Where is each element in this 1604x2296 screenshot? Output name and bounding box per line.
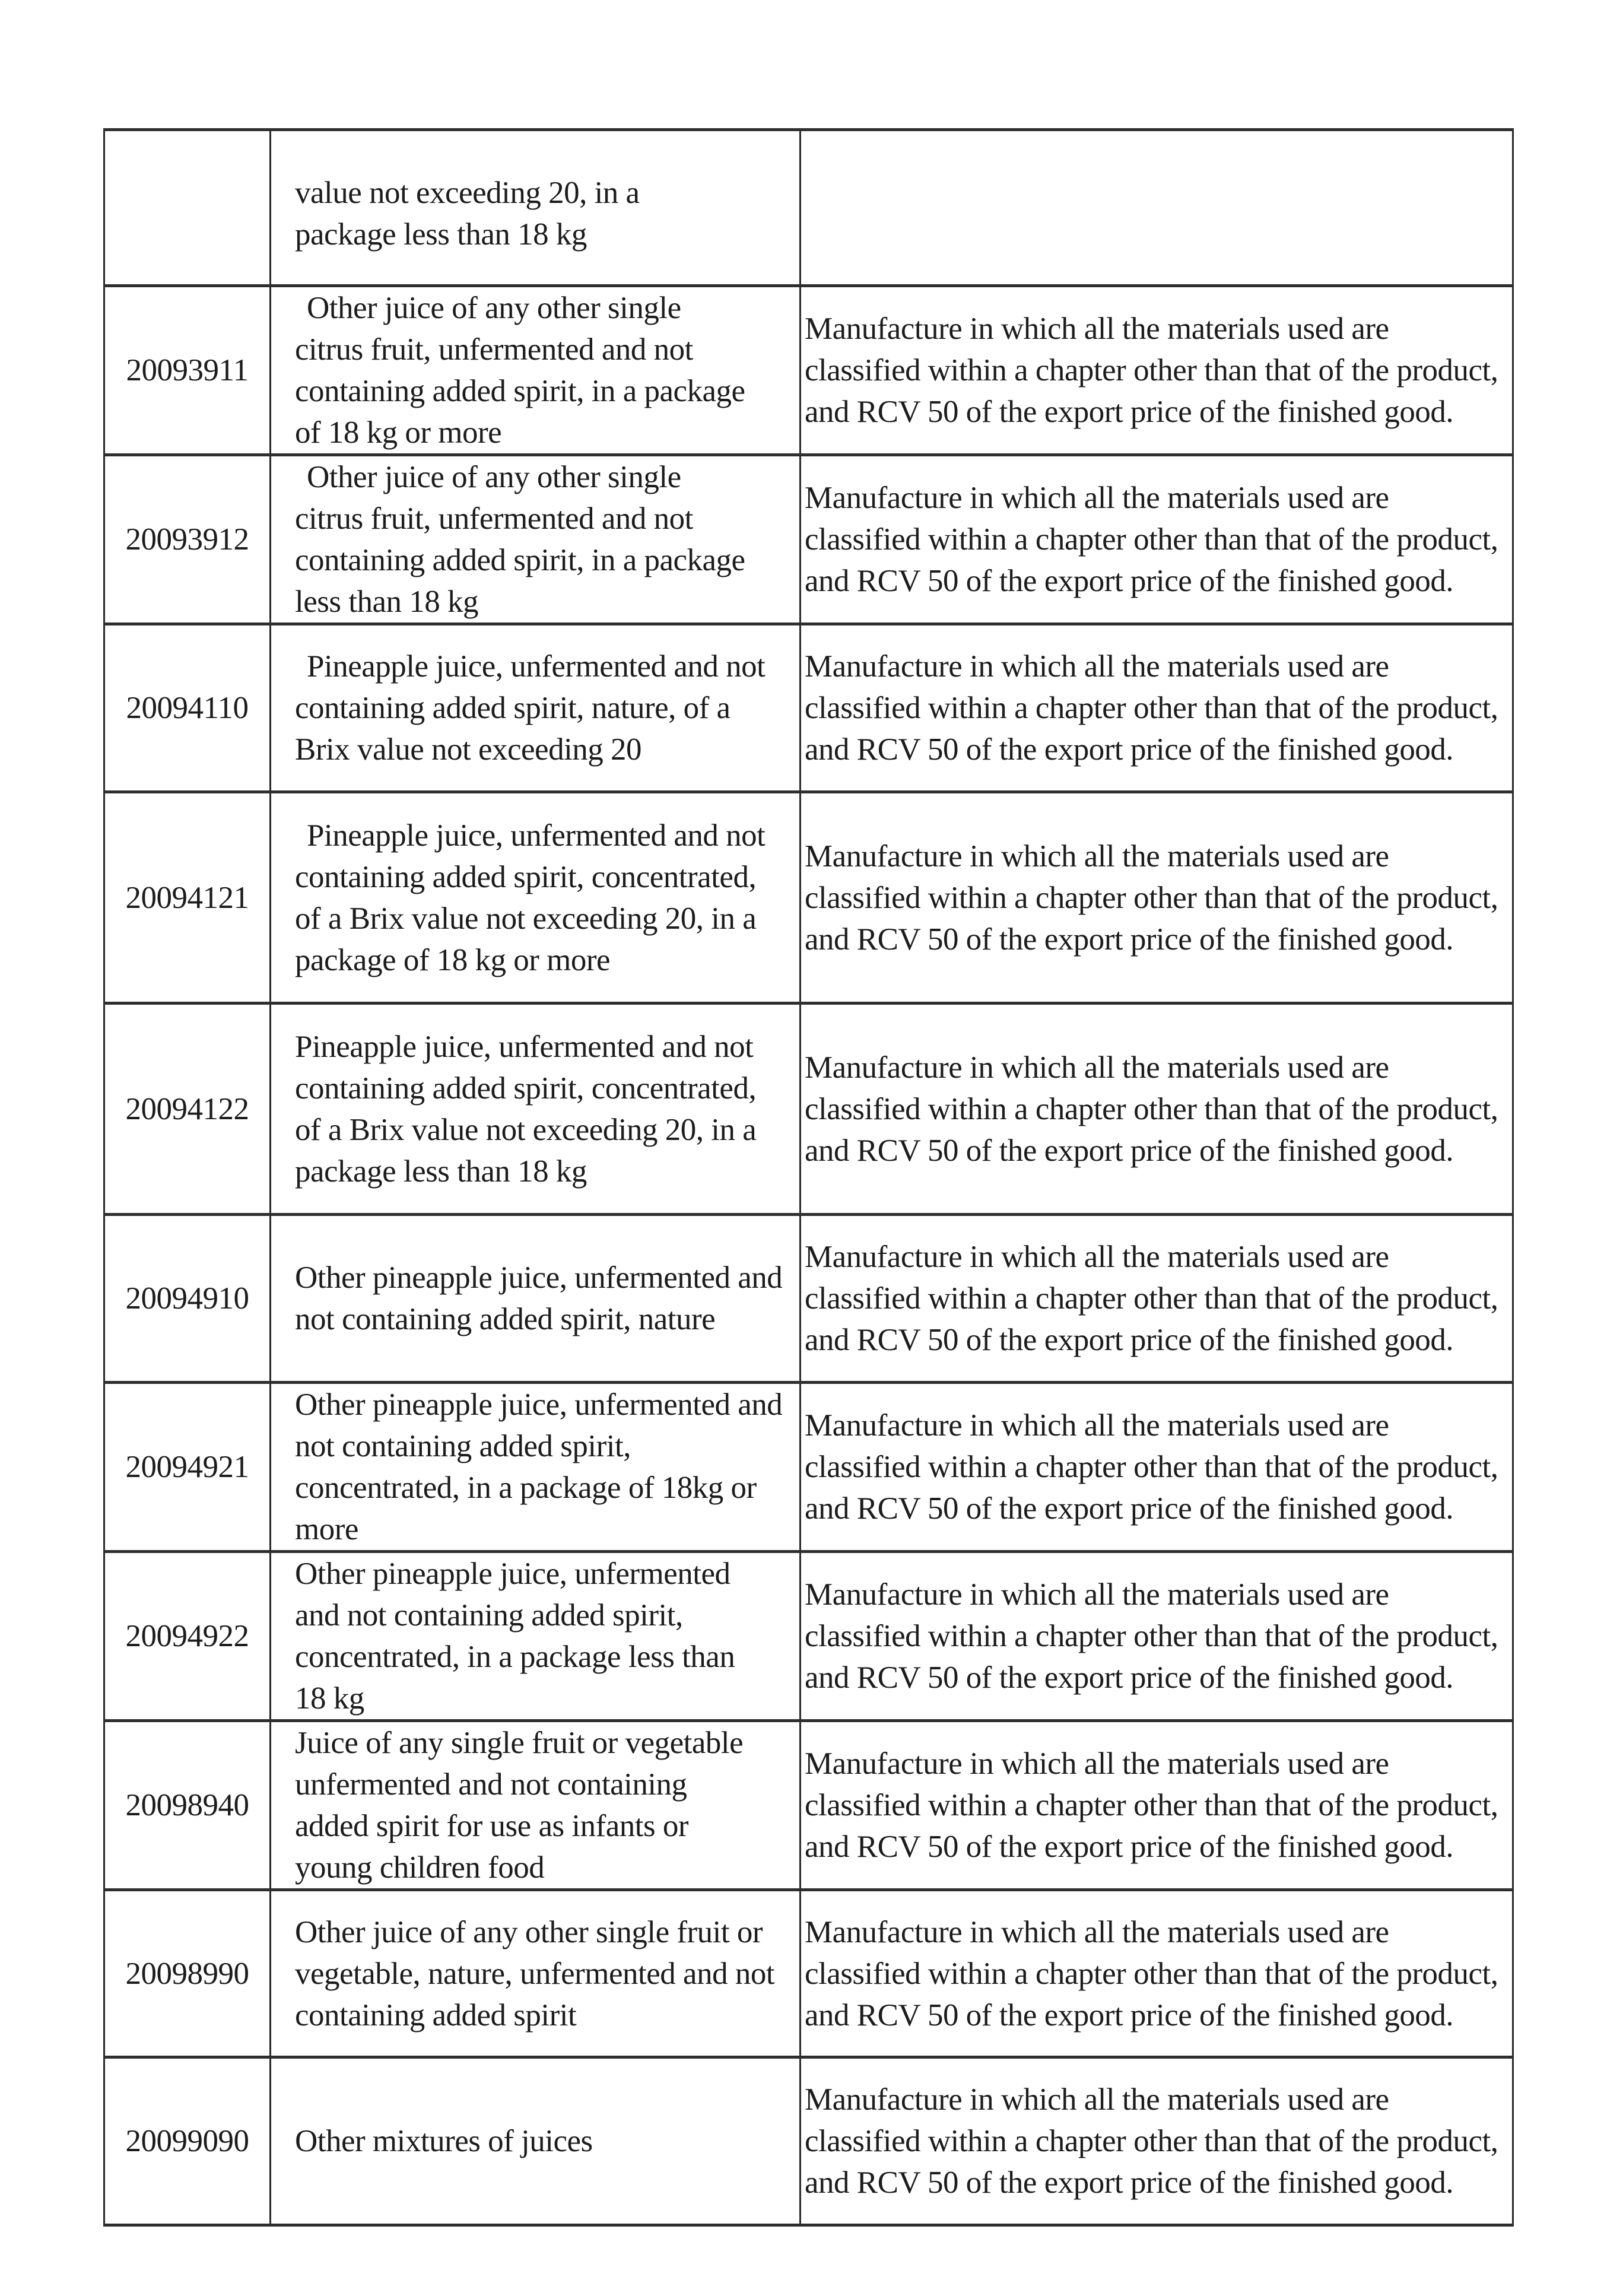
hs-code-cell: 20094122 [104,1003,271,1215]
table-row [104,1383,1513,1552]
rule-cell [801,624,1513,792]
table-row [104,2057,1513,2225]
hs-code-cell: 20099090 [104,2057,271,2225]
rule-cell [801,2057,1513,2225]
description-cell [271,1215,801,1383]
rule-text: Manufacture in which all the materials used are classified within a chapter other than that of the product, and RCV 50 of the export price of the finished good. [805,1577,1498,1695]
description-text: Other pineapple juice, unfermented and not containing added spirit, nature [295,1260,783,1336]
hs-code-cell: 20094922 [104,1552,271,1721]
description-text: value not exceeding 20, in a package less than 18 kg [295,176,640,252]
rule-cell [801,1383,1513,1552]
rule-text: Manufacture in which all the materials used are classified within a chapter other than that of the product, and RCV 50 of the export price of the finished good. [805,1240,1498,1357]
table-row [104,792,1513,1003]
rules-of-origin-table [103,128,1514,2227]
description-text: Other mixtures of juices [295,2124,593,2158]
table-row [104,455,1513,624]
description-text: Pineapple juice, unfermented and not containing added spirit, nature, of a Brix value not exceeding 20 [295,649,766,767]
rule-cell [801,1003,1513,1215]
description-text: Other juice of any other single citrus fruit, unfermented and not containing added spirit, in a package less than 18 kg [295,460,745,619]
hs-code-cell: 20094910 [104,1215,271,1383]
rule-text: Manufacture in which all the materials used are classified within a chapter other than that of the product, and RCV 50 of the export price of the finished good. [805,481,1498,598]
description-cell [271,1383,801,1552]
table-row [104,1552,1513,1721]
description-cell [271,1003,801,1215]
description-text: Other pineapple juice, unfermented and not containing added spirit, concentrated, in a package of 18kg or more [295,1387,783,1546]
rule-text: Manufacture in which all the materials used are classified within a chapter other than that of the product, and RCV 50 of the export price of the finished good. [805,1914,1498,2033]
hs-code-cell: 20094110 [104,624,271,792]
rule-cell [801,286,1513,455]
hs-code-cell: 20094121 [104,792,271,1003]
hs-code-cell: 20098940 [104,1721,271,1890]
description-text: Pineapple juice, unfermented and not containing added spirit, concentrated, of a Brix value not exceeding 20, in a package of 18 kg or more [295,818,766,977]
rule-text: Manufacture in which all the materials used are classified within a chapter other than that of the product, and RCV 50 of the export price of the finished good. [805,1050,1498,1168]
hs-code-cell: 20093911 [104,286,271,455]
description-cell [271,455,801,624]
description-text: Pineapple juice, unfermented and not containing added spirit, concentrated, of a Brix value not exceeding 20, in a package less than 18 kg [295,1029,757,1189]
table-row [104,286,1513,455]
rule-cell [801,1215,1513,1383]
table-row [104,1215,1513,1383]
hs-code-cell: 20094921 [104,1383,271,1552]
rule-text: Manufacture in which all the materials used are classified within a chapter other than that of the product, and RCV 50 of the export price of the finished good. [805,1408,1498,1526]
table-row [104,624,1513,792]
rule-text: Manufacture in which all the materials used are classified within a chapter other than that of the product, and RCV 50 of the export price of the finished good. [805,1746,1498,1864]
description-text: Other juice of any other single citrus fruit, unfermented and not containing added spirit, in a package of 18 kg or more [295,291,745,450]
table-row [104,1890,1513,2057]
description-cell [271,624,801,792]
rule-cell [801,1721,1513,1890]
hs-code-cell: 20098990 [104,1890,271,2057]
rule-cell [801,130,1513,286]
description-cell [271,1890,801,2057]
description-cell [271,2057,801,2225]
table-row [104,1721,1513,1890]
description-cell [271,792,801,1003]
description-cell [271,1552,801,1721]
rule-cell [801,455,1513,624]
rule-cell [801,792,1513,1003]
description-text: Juice of any single fruit or vegetable unfermented and not containing added spirit for use as infants or young children food [295,1726,744,1885]
rule-cell [801,1890,1513,2057]
description-cell [271,1721,801,1890]
hs-code-cell: 20093912 [104,455,271,624]
description-text: Other juice of any other single fruit or vegetable, nature, unfermented and not containing added spirit [295,1914,775,2033]
rule-text: Manufacture in which all the materials used are classified within a chapter other than that of the product, and RCV 50 of the export price of the finished good. [805,839,1498,957]
table-row [104,130,1513,286]
description-cell [271,286,801,455]
description-cell [271,130,801,286]
rule-cell [801,1552,1513,1721]
rule-text: Manufacture in which all the materials used are classified within a chapter other than that of the product, and RCV 50 of the export price of the finished good. [805,2082,1498,2200]
rule-text: Manufacture in which all the materials used are classified within a chapter other than that of the product, and RCV 50 of the export price of the finished good. [805,649,1498,767]
table-row [104,1003,1513,1215]
description-text: Other pineapple juice, unfermented and not containing added spirit, concentrated, in a package less than 18 kg [295,1557,735,1716]
hs-code-cell [104,130,271,286]
rule-text: Manufacture in which all the materials used are classified within a chapter other than that of the product, and RCV 50 of the export price of the finished good. [805,312,1498,429]
